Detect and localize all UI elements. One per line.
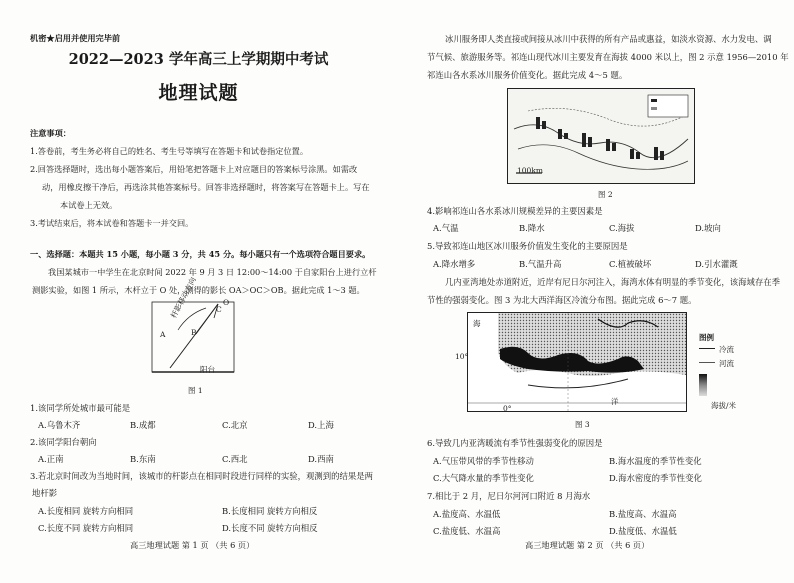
question-3-option-c: C.长度不同 旋转方向相同 <box>38 523 134 533</box>
question-1-option-a: A.乌鲁木齐 <box>38 420 81 430</box>
question-2-option-a: A.正南 <box>38 454 64 464</box>
intro-line: 祁连山各水系冰川服务价值变化。据此完成 4～5 题。 <box>427 70 628 80</box>
subject-title: 地理试题 <box>158 82 239 104</box>
page-footer: 高三地理试题 第 1 页 （共 6 页） <box>130 540 255 550</box>
question-5-option-b: B.气温升高 <box>519 259 562 269</box>
intro-line: 测影实验，如图 1 所示，木杆立于 O 处，测得的影长 OA＞OC＞OB。据此完成 1～3 题。 <box>32 285 365 295</box>
question-1-option-d: D.上海 <box>308 420 334 430</box>
question-6-option-c: C.大气降水量的季节性变化 <box>433 473 534 483</box>
question-3-option-a: A.长度相同 旋转方向相同 <box>38 506 134 516</box>
figure-1-caption: 图 1 <box>188 386 203 395</box>
question-6-option-b: B.海水温度的季节性变化 <box>609 456 702 466</box>
point-label: B <box>191 328 197 337</box>
question-7-option-a: A.盐度高、水温低 <box>433 509 501 519</box>
notice-line: 本试卷上无效。 <box>60 200 118 210</box>
balcony-label: 阳台 <box>200 365 215 374</box>
sea-label: 海 <box>473 319 481 328</box>
figure-3-legend <box>695 332 751 412</box>
question-2-option-b: B.东南 <box>130 454 156 464</box>
notice-line: 1.答卷前，考生务必将自己的姓名、考生号等填写在答题卡和试卷指定位置。 <box>30 146 309 156</box>
question-4-stem: 4.影响祁连山各水系冰川规模差异的主要因素是 <box>427 206 603 216</box>
question-4-option-b: B.降水 <box>519 223 545 233</box>
elevation-scale-icon <box>699 374 707 396</box>
pole-shadow-direction-label: 杆影移动方向 <box>168 275 198 320</box>
point-label: A <box>160 330 166 339</box>
question-3-option-d: D.长度不同 旋转方向相反 <box>222 523 318 533</box>
question-2-option-c: C.西北 <box>222 454 248 464</box>
question-7-option-c: C.盐度低、水温高 <box>433 526 501 536</box>
notice-line: 动，用橡皮擦干净后，再选涂其他答案标号。回答非选择题时，将答案写在答题卡上。写在 <box>42 182 370 192</box>
notice-line: 2.回答选择题时，选出每小题答案后，用铅笔把答题卡上对应题目的答案标号涂黑。如需改 <box>30 164 358 174</box>
point-label: O <box>223 298 230 307</box>
figure-2-caption: 图 2 <box>598 190 613 199</box>
point-label: C <box>216 305 222 314</box>
question-1-option-c: C.北京 <box>222 420 248 430</box>
question-7-option-b: B.盐度高、水温高 <box>609 509 677 519</box>
figure-3-map <box>467 312 687 412</box>
figure-3-caption: 图 3 <box>575 420 590 429</box>
question-5-option-a: A.降水增多 <box>433 259 476 269</box>
scale-label: 100km <box>517 166 543 175</box>
longitude-label: 0° <box>503 404 512 413</box>
question-2-option-d: D.西南 <box>308 454 334 464</box>
legend-item: 河流 <box>719 359 734 368</box>
question-3-stem-cont: 地杆影 <box>32 488 58 498</box>
page-footer: 高三地理试题 第 2 页 （共 6 页） <box>525 540 650 550</box>
legend-item: 海拔/米 <box>711 401 737 410</box>
cold-current-icon <box>699 348 715 349</box>
question-6-option-d: D.海水密度的季节性变化 <box>609 473 702 483</box>
intro2-line: 几内亚湾地处赤道附近，近岸有尼日尔河注入，海湾水体有明显的季节变化，该海域存在季 <box>445 277 780 287</box>
question-4-option-c: C.海拔 <box>609 223 635 233</box>
question-5-option-d: D.引水灌溉 <box>695 259 738 269</box>
question-4-option-d: D.坡向 <box>695 223 721 233</box>
intro2-line: 节性的强弱变化。图 3 为北大西洋海区冷流分布图。据此完成 6～7 题。 <box>427 295 697 305</box>
question-1-stem: 1.该同学所处城市最可能是 <box>30 403 131 413</box>
river-icon <box>699 362 715 363</box>
question-3-option-b: B.长度相同 旋转方向相反 <box>222 506 318 516</box>
intro-line: 冰川服务即人类直接或间接从冰川中获得的所有产品或惠益，如淡水资源、水力发电、调 <box>445 34 772 44</box>
question-1-option-b: B.成都 <box>130 420 156 430</box>
question-7-option-d: D.盐度低、水温低 <box>609 526 677 536</box>
question-4-option-a: A.气温 <box>433 223 459 233</box>
section-heading: 一、选择题：本题共 15 小题，每小题 3 分，共 45 分。每小题只有一个选项符合题目要求。 <box>30 249 371 259</box>
legend-title: 图例 <box>699 333 714 342</box>
question-5-option-c: C.植被破坏 <box>609 259 652 269</box>
notice-line: 3.考试结束后，将本试卷和答题卡一并交回。 <box>30 218 194 228</box>
question-2-stem: 2.该同学阳台朝向 <box>30 437 97 447</box>
legend-item: 冷流 <box>719 345 734 354</box>
figure-1-shadow-diagram <box>148 300 238 378</box>
question-6-option-a: A.气压带风带的季节性移动 <box>433 456 534 466</box>
question-3-stem: 3.若北京时间改为当地时间，该城市的杆影点在相同时段进行同样的实验，观测到的结果是两 <box>30 471 373 481</box>
secret-label: 机密★启用并使用完毕前 <box>30 33 121 43</box>
question-7-stem: 7.相比于 2 月，尼日尔河河口附近 8 月海水 <box>427 491 591 501</box>
question-5-stem: 5.导致祁连山地区冰川服务价值发生变化的主要原因是 <box>427 241 628 251</box>
exam-title: 2022—2023 学年高三上学期期中考试 <box>68 51 329 68</box>
right-page <box>397 0 794 583</box>
intro-line: 节气候、旅游服务等。祁连山现代冰川主要发育在海拔 4000 米以上，图 2 示意 1956—2010 年 <box>427 52 789 62</box>
latitude-label: 10° <box>455 352 469 361</box>
question-6-stem: 6.导致几内亚湾暖流有季节性强弱变化的原因是 <box>427 438 603 448</box>
ocean-label: 洋 <box>611 397 619 406</box>
intro-line: 我国某城市一中学生在北京时间 2022 年 9 月 3 日 12:00～14:00 于自家阳台上进行立杆 <box>48 267 377 277</box>
notice-heading: 注意事项： <box>30 128 71 138</box>
